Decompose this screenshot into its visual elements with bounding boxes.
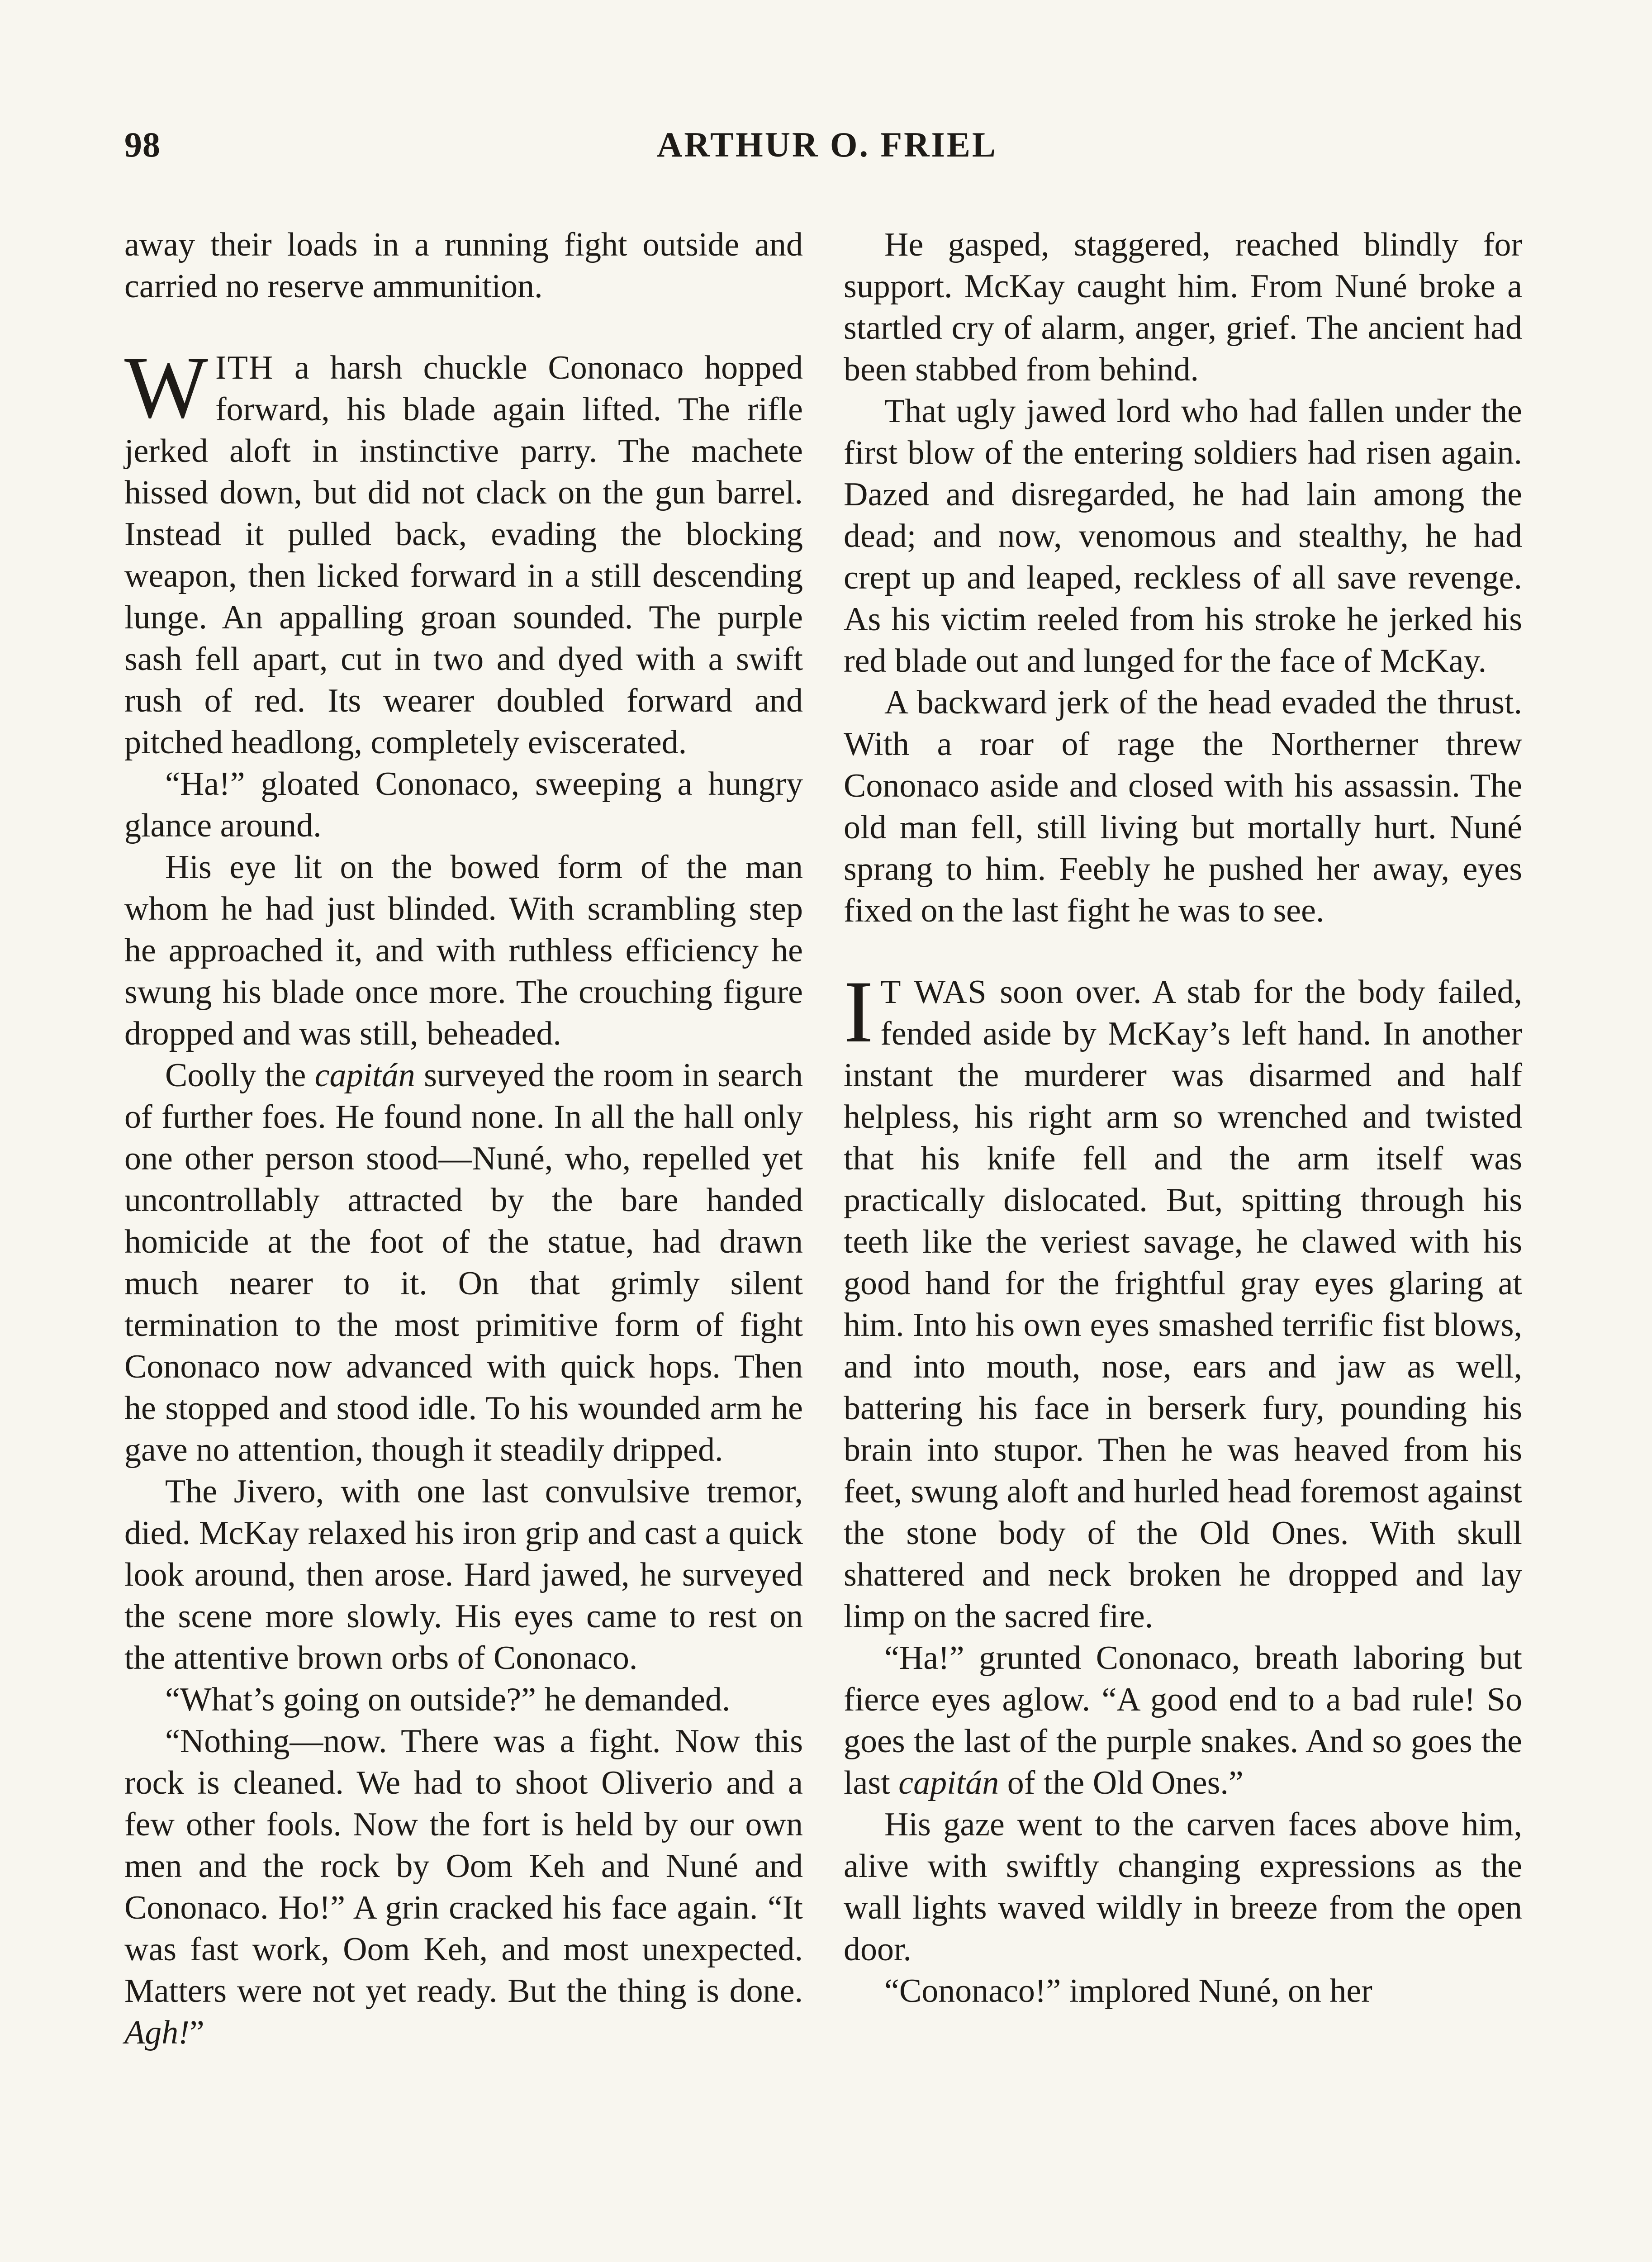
italic-word: Agh! bbox=[124, 2014, 190, 2051]
paragraph bbox=[124, 1055, 803, 1471]
dropcap-lead: T WAS bbox=[880, 974, 987, 1011]
dropcap-lead: ITH bbox=[215, 349, 274, 386]
italic-word: capitán bbox=[898, 1764, 999, 1801]
paragraph: A backward jerk of the head evaded the thrust. With a roar of rage the Northerner threw Cononaco aside and closed with his assassin. The old man fell, still living but mortally hurt. Nuné sprang to him. Feebly he pushed her away, eyes fixed on the last fight he was to see. bbox=[844, 684, 1522, 929]
paragraph bbox=[844, 1637, 1522, 1804]
paragraph: He gasped, staggered, reached blindly for support. McKay caught him. From Nuné broke a startled cry of alarm, anger, grief. The ancient had been stabbed from behind. bbox=[844, 226, 1522, 388]
paragraph: That ugly jawed lord who had fallen under the first blow of the entering soldiers had risen again. Dazed and disregarded, he had lain among the dead; and now, venomous and stealthy, he had crept up and leaped, reckless of all save revenge. As his victim reeled from his stroke he jerked his red blade out and lunged for the face of McKay. bbox=[844, 393, 1522, 680]
paragraph: “What’s going on outside?” he demanded. bbox=[165, 1681, 731, 1718]
paragraph bbox=[124, 1720, 803, 2053]
paragraph-text: Coolly the bbox=[165, 1057, 315, 1094]
paragraph: His eye lit on the bowed form of the man whom he had just blinded. With scrambling step he approached it, and with ruthless efficiency he swung his blade once more. The crouching figure dropped and was still, beheaded. bbox=[124, 849, 803, 1052]
paragraph-text: a harsh chuckle Cononaco hopped forward, his blade again lifted. The rifle jerked aloft in instinctive parry. The machete hissed down, but did not clack on the gun barrel. Instead it pulled back, evading the blocking weapon, then licked forward in a still descending lunge. An appalling groan sounded. The purple sash fell apart, cut in two and dyed with a swift rush of red. Its wearer doubled forward and pitched headlong, completely eviscerated. bbox=[124, 349, 803, 761]
page-number: 98 bbox=[124, 125, 161, 164]
drop-cap: I bbox=[844, 963, 873, 1061]
italic-word: capitán bbox=[314, 1057, 415, 1094]
paragraph-text: surveyed the room in search of further foes. He found none. In all the hall only one other person stood—Nuné, who, repelled yet uncontrollably attracted by the bare handed homicide at the foot of the statue, had drawn much nearer to it. On that grimly silent termination to the most primitive form of fight Cononaco now advanced with quick hops. Then he stopped and stood idle. To his wounded arm he gave no attention, though it steadily dripped. bbox=[124, 1057, 803, 1468]
paragraph-text: “Nothing—now. There was a fight. Now this rock is cleaned. We had to shoot Oliverio and a few other fools. Now the fort is held by our own men and the rock by Oom Keh and Nuné and Cononaco. Ho!” A grin cracked his face again. “It was fast work, Oom Keh, and most unexpected. Matters were not yet ready. But the thing is done. bbox=[124, 1723, 803, 2010]
right-column bbox=[844, 224, 1522, 2012]
paragraph-text: ” bbox=[189, 2014, 204, 2051]
paragraph-text: soon over. A stab for the body failed, fended aside by McKay’s left hand. In another instant the murderer was disarmed and half helpless, his right arm so wrenched and twisted that his knife fell and the arm itself was practically dislocated. But, spitting through his teeth like the veriest savage, he clawed with his good hand for the frightful gray eyes glaring at him. Into his own eyes smashed terrific fist blows, and into mouth, nose, ears and jaw as well, battering his face in berserk fury, pounding his brain into stupor. Then he was heaved from his feet, swung aloft and hurled head foremost against the stone body of the Old Ones. With skull shattered and neck broken he dropped and lay limp on the sacred fire. bbox=[844, 974, 1522, 1635]
running-title: ARTHUR O. FRIEL bbox=[657, 125, 997, 164]
paragraph: “Ha!” gloated Cononaco, sweeping a hungry glance around. bbox=[124, 765, 803, 844]
paragraph: “Cononaco!” implored Nuné, on her bbox=[884, 1972, 1372, 2010]
paragraph-dropcap bbox=[844, 963, 1522, 1637]
left-column bbox=[124, 224, 803, 2053]
paragraph-dropcap bbox=[124, 338, 803, 763]
drop-cap: W bbox=[124, 338, 208, 437]
paragraph: away their loads in a running fight outside and carried no reserve ammunition. bbox=[124, 226, 803, 305]
paragraph-text: of the Old Ones.” bbox=[999, 1764, 1244, 1801]
running-head bbox=[124, 124, 1530, 179]
paragraph: The Jivero, with one last convulsive tremor, died. McKay relaxed his iron grip and cast a quick look around, then arose. Hard jawed, he surveyed the scene more slowly. His eyes came to rest on the attentive brown orbs of Cononaco. bbox=[124, 1473, 803, 1677]
paragraph-text: “Ha!” grunted Cononaco, breath laboring but fierce eyes aglow. “A good end to a bad rule! So goes the last of the purple snakes. And so goes the last bbox=[844, 1639, 1522, 1801]
paragraph: His gaze went to the carven faces above him, alive with swiftly changing expressions as the wall lights waved wildly in breeze from the open door. bbox=[844, 1806, 1522, 1968]
